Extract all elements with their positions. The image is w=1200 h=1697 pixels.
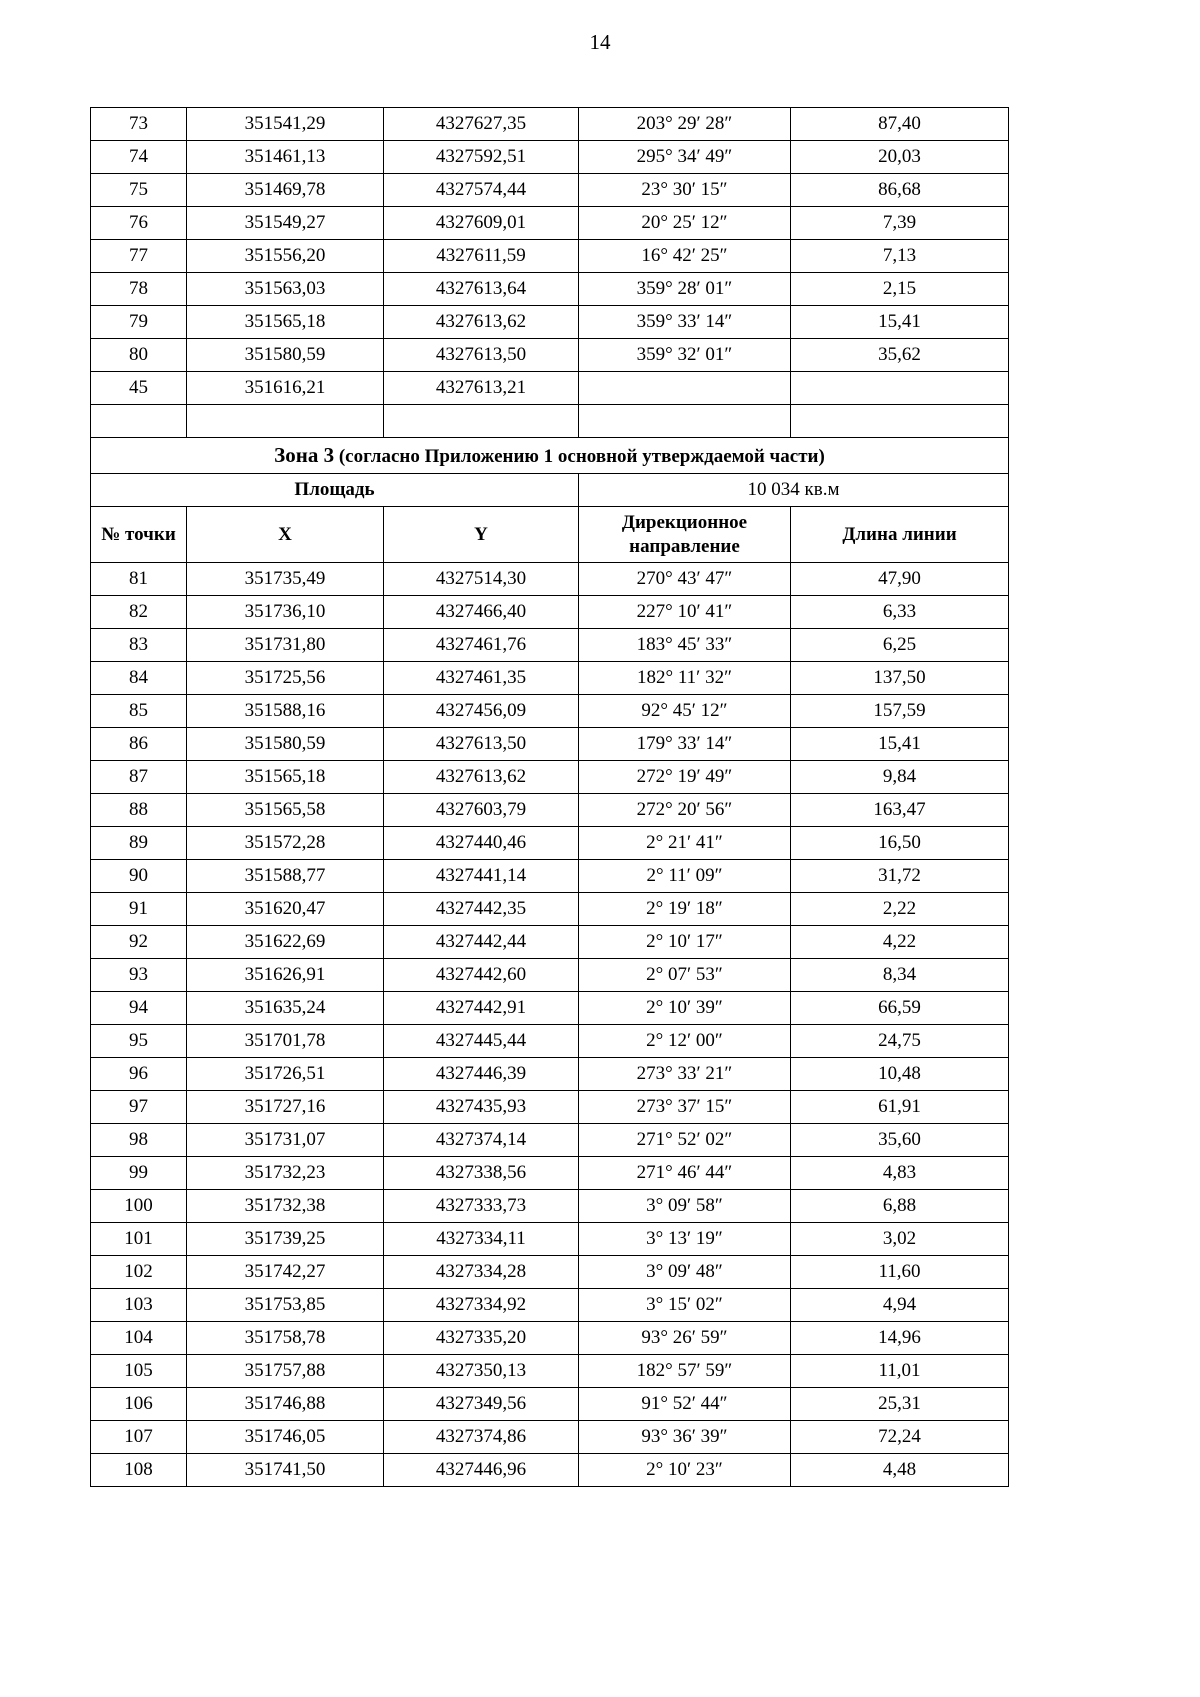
table-cell: 61,91 [791, 1091, 1009, 1124]
table-cell [579, 372, 791, 405]
table-cell: 351741,50 [187, 1454, 384, 1487]
table-cell: 31,72 [791, 860, 1009, 893]
table-cell: 16,50 [791, 827, 1009, 860]
table-section-zone3-rows [91, 563, 1009, 1487]
table-cell: 86,68 [791, 174, 1009, 207]
table-cell: 4327466,40 [384, 596, 579, 629]
table-cell: 351726,51 [187, 1058, 384, 1091]
coordinates-table [90, 107, 1009, 1487]
table-row [91, 1124, 1009, 1157]
table-cell: 88 [91, 794, 187, 827]
table-cell: 182° 11′ 32″ [579, 662, 791, 695]
table-cell: 351626,91 [187, 959, 384, 992]
table-cell: 2° 07′ 53″ [579, 959, 791, 992]
table-cell: 351556,20 [187, 240, 384, 273]
table-row [91, 1454, 1009, 1487]
table-row [91, 563, 1009, 596]
table-cell: 23° 30′ 15″ [579, 174, 791, 207]
table-cell: 20,03 [791, 141, 1009, 174]
table-cell: 6,88 [791, 1190, 1009, 1223]
table-cell: 272° 20′ 56″ [579, 794, 791, 827]
table-cell [384, 405, 579, 438]
table-cell: 3° 15′ 02″ [579, 1289, 791, 1322]
table-cell: 92° 45′ 12″ [579, 695, 791, 728]
table-cell: 137,50 [791, 662, 1009, 695]
table-cell: 351565,18 [187, 761, 384, 794]
table-cell: 351731,80 [187, 629, 384, 662]
table-cell: 2° 19′ 18″ [579, 893, 791, 926]
table-cell: 4327435,93 [384, 1091, 579, 1124]
table-cell: 351701,78 [187, 1025, 384, 1058]
table-row [91, 141, 1009, 174]
table-cell: 4327442,35 [384, 893, 579, 926]
table-row [91, 761, 1009, 794]
table-cell: 7,13 [791, 240, 1009, 273]
table-row [91, 1025, 1009, 1058]
table-cell: 6,25 [791, 629, 1009, 662]
zone3-header-row [91, 506, 1009, 563]
table-cell: 45 [91, 372, 187, 405]
table-cell: 87,40 [791, 108, 1009, 141]
table-cell: 271° 52′ 02″ [579, 1124, 791, 1157]
table-cell: 4,22 [791, 926, 1009, 959]
table-cell: 4327338,56 [384, 1157, 579, 1190]
table-cell: 2° 12′ 00″ [579, 1025, 791, 1058]
table-cell: 4327613,50 [384, 728, 579, 761]
table-cell: 93 [91, 959, 187, 992]
table-cell: 2° 11′ 09″ [579, 860, 791, 893]
table-cell: 77 [91, 240, 187, 273]
table-cell: 4327334,11 [384, 1223, 579, 1256]
table-row [91, 728, 1009, 761]
table-cell: 104 [91, 1322, 187, 1355]
table-cell: 81 [91, 563, 187, 596]
table-cell: 4327461,76 [384, 629, 579, 662]
table-cell: 351732,23 [187, 1157, 384, 1190]
table-cell: 351588,16 [187, 695, 384, 728]
table-cell: 270° 43′ 47″ [579, 563, 791, 596]
column-header-length: Длина линии [791, 506, 1009, 563]
table-cell: 2° 10′ 23″ [579, 1454, 791, 1487]
table-cell: 4327613,64 [384, 273, 579, 306]
table-cell: 4327349,56 [384, 1388, 579, 1421]
table-cell: 4,83 [791, 1157, 1009, 1190]
table-row [91, 794, 1009, 827]
table-cell: 351753,85 [187, 1289, 384, 1322]
table-cell: 4327442,44 [384, 926, 579, 959]
table-row [91, 959, 1009, 992]
page-number: 14 [589, 30, 611, 54]
table-cell: 351572,28 [187, 827, 384, 860]
table-cell: 47,90 [791, 563, 1009, 596]
table-cell: 351622,69 [187, 926, 384, 959]
table-cell: 83 [91, 629, 187, 662]
table-cell: 35,60 [791, 1124, 1009, 1157]
table-cell: 15,41 [791, 728, 1009, 761]
table-cell: 4,48 [791, 1454, 1009, 1487]
table-cell: 273° 37′ 15″ [579, 1091, 791, 1124]
table-cell: 108 [91, 1454, 187, 1487]
table-cell: 2° 10′ 17″ [579, 926, 791, 959]
table-row [91, 339, 1009, 372]
table-cell: 74 [91, 141, 187, 174]
table-cell: 351588,77 [187, 860, 384, 893]
column-header-point-number: № точки [91, 506, 187, 563]
table-row [91, 1289, 1009, 1322]
table-cell: 4327442,91 [384, 992, 579, 1025]
table-cell: 4327461,35 [384, 662, 579, 695]
table-row [91, 240, 1009, 273]
table-cell: 4327446,39 [384, 1058, 579, 1091]
table-cell: 351461,13 [187, 141, 384, 174]
table-cell: 351735,49 [187, 563, 384, 596]
table-cell: 351635,24 [187, 992, 384, 1025]
table-cell: 7,39 [791, 207, 1009, 240]
table-cell: 351739,25 [187, 1223, 384, 1256]
table-cell: 359° 33′ 14″ [579, 306, 791, 339]
table-cell: 85 [91, 695, 187, 728]
table-row [91, 372, 1009, 405]
table-cell: 351580,59 [187, 728, 384, 761]
table-cell: 91 [91, 893, 187, 926]
table-cell: 351758,78 [187, 1322, 384, 1355]
table-cell: 87 [91, 761, 187, 794]
table-cell: 4327335,20 [384, 1322, 579, 1355]
table-cell [791, 405, 1009, 438]
table-cell: 351616,21 [187, 372, 384, 405]
table-cell: 4327611,59 [384, 240, 579, 273]
table-cell: 75 [91, 174, 187, 207]
table-cell: 157,59 [791, 695, 1009, 728]
table-row [91, 860, 1009, 893]
table-cell [91, 405, 187, 438]
table-row [91, 207, 1009, 240]
table-cell: 4327613,21 [384, 372, 579, 405]
table-row [91, 1256, 1009, 1289]
table-cell: 11,01 [791, 1355, 1009, 1388]
table-cell: 14,96 [791, 1322, 1009, 1355]
table-cell: 86 [91, 728, 187, 761]
table-row [91, 893, 1009, 926]
table-row [91, 1223, 1009, 1256]
table-cell: 4327350,13 [384, 1355, 579, 1388]
table-row [91, 1322, 1009, 1355]
table-cell [187, 405, 384, 438]
table-cell: 4327334,92 [384, 1289, 579, 1322]
table-cell: 2° 10′ 39″ [579, 992, 791, 1025]
table-cell: 4327592,51 [384, 141, 579, 174]
table-cell: 351549,27 [187, 207, 384, 240]
table-cell: 351736,10 [187, 596, 384, 629]
table-cell: 93° 26′ 59″ [579, 1322, 791, 1355]
table-cell: 351746,05 [187, 1421, 384, 1454]
zone3-title-cell [91, 438, 1009, 474]
table-cell: 91° 52′ 44″ [579, 1388, 791, 1421]
table-cell: 24,75 [791, 1025, 1009, 1058]
table-cell: 359° 28′ 01″ [579, 273, 791, 306]
table-cell: 4327334,28 [384, 1256, 579, 1289]
table-cell: 6,33 [791, 596, 1009, 629]
table-cell: 3° 13′ 19″ [579, 1223, 791, 1256]
table-cell: 3,02 [791, 1223, 1009, 1256]
table-row [91, 629, 1009, 662]
table-cell: 102 [91, 1256, 187, 1289]
table-cell: 106 [91, 1388, 187, 1421]
column-header-x: X [187, 506, 384, 563]
table-cell: 183° 45′ 33″ [579, 629, 791, 662]
table-cell: 351580,59 [187, 339, 384, 372]
table-cell: 351565,58 [187, 794, 384, 827]
table-row [91, 926, 1009, 959]
area-label: Площадь [91, 473, 579, 506]
table-cell: 4327445,44 [384, 1025, 579, 1058]
table-cell: 79 [91, 306, 187, 339]
table-cell: 351727,16 [187, 1091, 384, 1124]
table-cell: 10,48 [791, 1058, 1009, 1091]
table-cell: 25,31 [791, 1388, 1009, 1421]
table-cell: 2,15 [791, 273, 1009, 306]
table-cell: 89 [91, 827, 187, 860]
column-header-direction: Дирекционное направление [579, 506, 791, 563]
table-cell: 92 [91, 926, 187, 959]
table-cell [791, 372, 1009, 405]
table-cell: 101 [91, 1223, 187, 1256]
table-row [91, 662, 1009, 695]
table-section-previous [91, 108, 1009, 438]
table-cell: 351757,88 [187, 1355, 384, 1388]
table-section-zone3 [91, 438, 1009, 563]
table-cell: 100 [91, 1190, 187, 1223]
table-cell: 351725,56 [187, 662, 384, 695]
table-cell: 351620,47 [187, 893, 384, 926]
table-cell: 99 [91, 1157, 187, 1190]
table-cell: 351541,29 [187, 108, 384, 141]
table-cell: 273° 33′ 21″ [579, 1058, 791, 1091]
table-cell: 295° 34′ 49″ [579, 141, 791, 174]
table-cell: 351565,18 [187, 306, 384, 339]
table-cell: 96 [91, 1058, 187, 1091]
zone3-area-row [91, 473, 1009, 506]
table-row [91, 1157, 1009, 1190]
table-cell: 227° 10′ 41″ [579, 596, 791, 629]
table-cell: 351746,88 [187, 1388, 384, 1421]
table-cell: 20° 25′ 12″ [579, 207, 791, 240]
table-row [91, 992, 1009, 1025]
table-cell: 4327613,50 [384, 339, 579, 372]
table-cell: 4327374,86 [384, 1421, 579, 1454]
zone3-title-row [91, 438, 1009, 474]
table-cell: 272° 19′ 49″ [579, 761, 791, 794]
table-cell: 16° 42′ 25″ [579, 240, 791, 273]
table-row [91, 108, 1009, 141]
table-cell: 351731,07 [187, 1124, 384, 1157]
table-cell: 4327613,62 [384, 306, 579, 339]
table-row [91, 1421, 1009, 1454]
table-cell: 203° 29′ 28″ [579, 108, 791, 141]
table-cell: 351469,78 [187, 174, 384, 207]
table-cell: 4327440,46 [384, 827, 579, 860]
table-row [91, 174, 1009, 207]
table-cell: 73 [91, 108, 187, 141]
table-cell: 3° 09′ 58″ [579, 1190, 791, 1223]
table-cell: 351563,03 [187, 273, 384, 306]
table-cell: 76 [91, 207, 187, 240]
table-cell: 359° 32′ 01″ [579, 339, 791, 372]
table-row [91, 1058, 1009, 1091]
table-cell: 4,94 [791, 1289, 1009, 1322]
table-cell: 2,22 [791, 893, 1009, 926]
table-cell: 107 [91, 1421, 187, 1454]
table-cell: 2° 21′ 41″ [579, 827, 791, 860]
table-cell: 72,24 [791, 1421, 1009, 1454]
table-cell: 4327514,30 [384, 563, 579, 596]
table-cell: 4327441,14 [384, 860, 579, 893]
table-cell: 84 [91, 662, 187, 695]
table-row [91, 306, 1009, 339]
table-cell: 97 [91, 1091, 187, 1124]
table-cell: 82 [91, 596, 187, 629]
zone3-title-rest: (согласно Приложению 1 основной утверждаемой части) [334, 446, 825, 467]
table-cell: 4327333,73 [384, 1190, 579, 1223]
table-row [91, 1091, 1009, 1124]
table-row [91, 1190, 1009, 1223]
column-header-y: Y [384, 506, 579, 563]
table-cell: 179° 33′ 14″ [579, 728, 791, 761]
table-row [91, 273, 1009, 306]
table-cell [579, 405, 791, 438]
table-cell: 4327374,14 [384, 1124, 579, 1157]
table-cell: 351732,38 [187, 1190, 384, 1223]
table-cell: 163,47 [791, 794, 1009, 827]
table-cell: 35,62 [791, 339, 1009, 372]
area-value: 10 034 кв.м [579, 473, 1009, 506]
table-row [91, 596, 1009, 629]
table-cell: 95 [91, 1025, 187, 1058]
zone3-title-main: Зона 3 [274, 443, 335, 467]
table-cell: 15,41 [791, 306, 1009, 339]
table-cell: 4327609,01 [384, 207, 579, 240]
table-row [91, 827, 1009, 860]
table-cell: 11,60 [791, 1256, 1009, 1289]
table-row [91, 695, 1009, 728]
table-cell: 182° 57′ 59″ [579, 1355, 791, 1388]
table-cell: 9,84 [791, 761, 1009, 794]
table-cell: 271° 46′ 44″ [579, 1157, 791, 1190]
table-cell: 4327442,60 [384, 959, 579, 992]
table-cell: 98 [91, 1124, 187, 1157]
table-cell: 90 [91, 860, 187, 893]
table-cell: 351742,27 [187, 1256, 384, 1289]
table-cell: 80 [91, 339, 187, 372]
table-row [91, 1355, 1009, 1388]
table-cell: 78 [91, 273, 187, 306]
table-cell: 105 [91, 1355, 187, 1388]
table-cell: 4327613,62 [384, 761, 579, 794]
table-cell: 4327603,79 [384, 794, 579, 827]
table-cell: 4327456,09 [384, 695, 579, 728]
table-cell: 4327446,96 [384, 1454, 579, 1487]
table-cell: 3° 09′ 48″ [579, 1256, 791, 1289]
table-cell: 4327574,44 [384, 174, 579, 207]
table-cell: 103 [91, 1289, 187, 1322]
table-row [91, 405, 1009, 438]
table-cell: 93° 36′ 39″ [579, 1421, 791, 1454]
table-cell: 94 [91, 992, 187, 1025]
table-cell: 8,34 [791, 959, 1009, 992]
table-cell: 66,59 [791, 992, 1009, 1025]
table-row [91, 1388, 1009, 1421]
table-cell: 4327627,35 [384, 108, 579, 141]
